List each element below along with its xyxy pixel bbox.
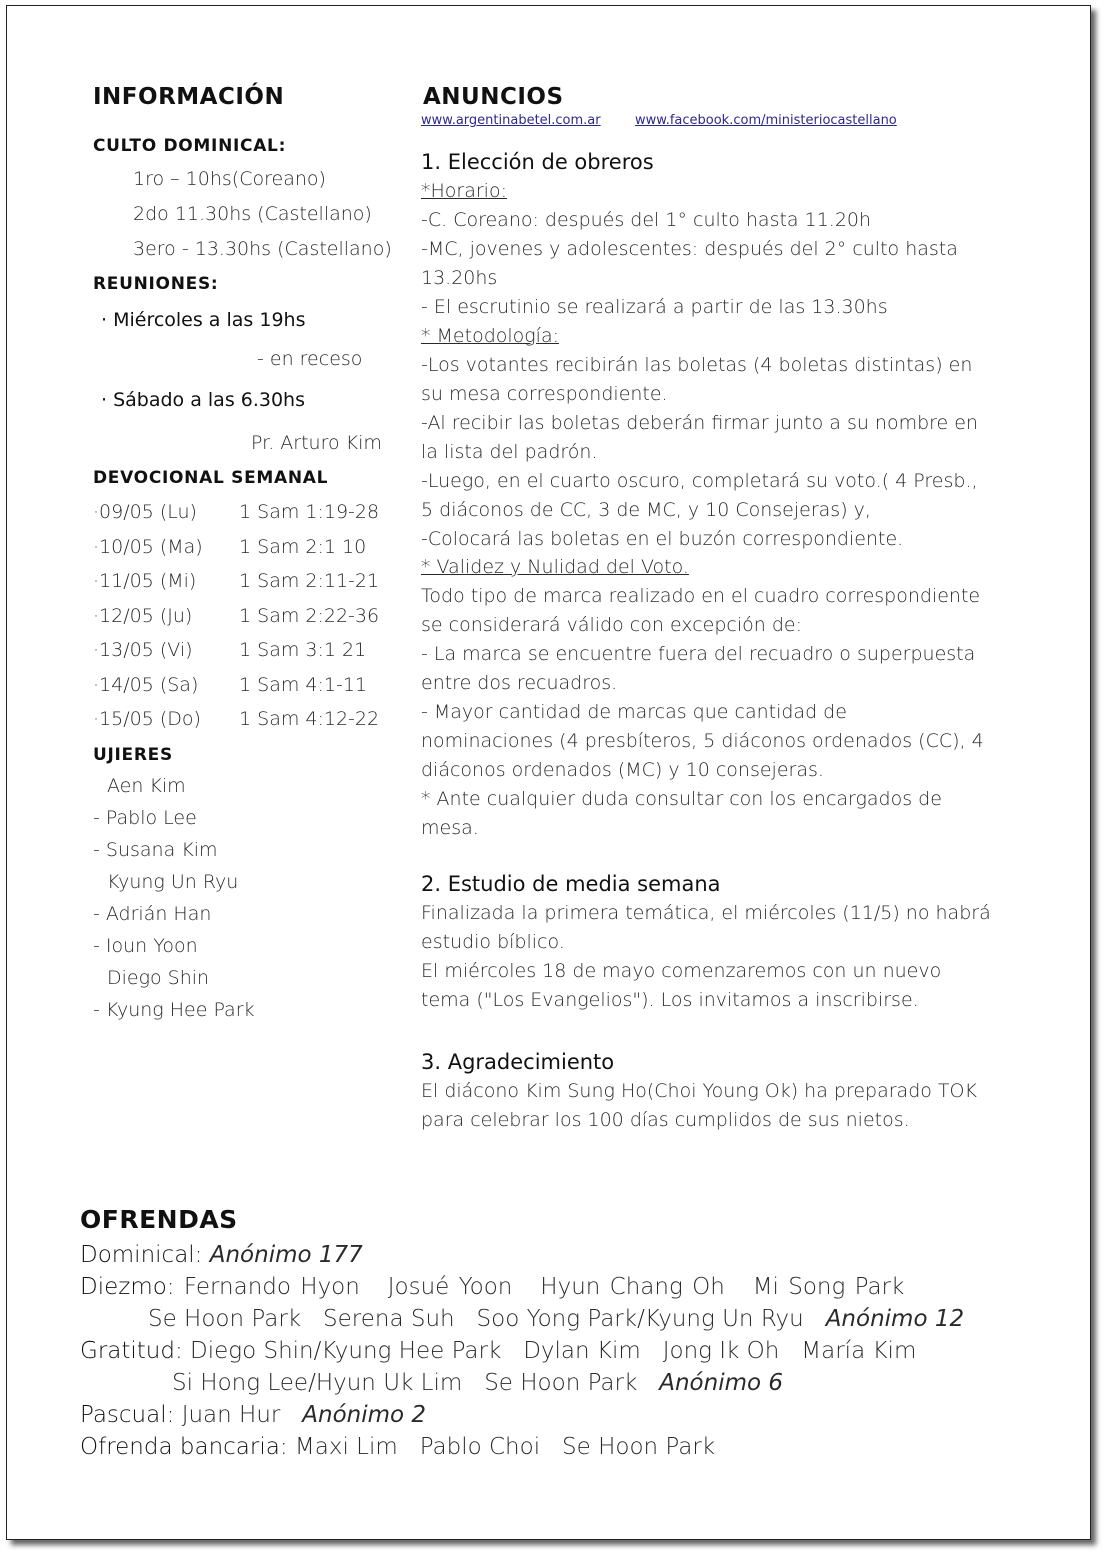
devocional-passage: 1 Sam 2:1 10 bbox=[239, 536, 367, 558]
paragraph-line: entre dos recuadros. bbox=[421, 672, 618, 694]
reunion-miercoles-note: - en receso bbox=[257, 348, 363, 370]
devocional-date: ·12/05 (Ju) bbox=[93, 605, 193, 627]
culto-title: CULTO DOMINICAL: bbox=[93, 136, 287, 156]
devocional-passage: 1 Sam 4:12-22 bbox=[239, 708, 380, 730]
paragraph-line: -Los votantes recibirán las boletas (4 boletas distintas) en bbox=[421, 354, 973, 376]
paragraph-line: diáconos ordenados (MC) y 10 consejeras. bbox=[421, 759, 824, 781]
paragraph-line: * Ante cualquier duda consultar con los encargados de bbox=[421, 788, 942, 810]
paragraph-line: Todo tipo de marca realizado en el cuadro correspondiente bbox=[421, 585, 981, 607]
section-1-title: 1. Elección de obreros bbox=[421, 150, 654, 174]
ujier-name: Diego Shin bbox=[107, 967, 210, 989]
devocional-passage: 1 Sam 1:19-28 bbox=[239, 501, 380, 523]
paragraph-line: mesa. bbox=[421, 817, 479, 839]
paragraph-line: - La marca se encuentre fuera del recuadro o superpuesta bbox=[421, 643, 976, 665]
validez-label: * Validez y Nulidad del Voto. bbox=[421, 556, 689, 578]
ofrenda-diezmo-cont bbox=[148, 1306, 964, 1332]
diezmo-label: Diezmo: bbox=[80, 1274, 175, 1300]
ujier-name: - Adrián Han bbox=[93, 903, 212, 925]
paragraph-line: El diácono Kim Sung Ho(Choi Young Ok) ha preparado TOK bbox=[421, 1080, 977, 1102]
reuniones-title: REUNIONES: bbox=[93, 274, 219, 294]
facebook-link[interactable]: www.facebook.com/ministeriocastellano bbox=[635, 113, 897, 128]
devocional-passage: 1 Sam 3:1 21 bbox=[239, 639, 367, 661]
ujieres-title: UJIERES bbox=[93, 745, 173, 765]
horario-label: *Horario: bbox=[421, 180, 507, 202]
culto-item: 3ero - 13.30hs (Castellano) bbox=[133, 238, 392, 260]
ujier-name: - Ioun Yoon bbox=[93, 935, 198, 957]
paragraph-line: 5 diáconos de CC, 3 de MC, y 10 Consejeras) y, bbox=[421, 499, 871, 521]
reunion-sabado: · Sábado a las 6.30hs bbox=[101, 389, 305, 411]
ujier-name: Kyung Un Ryu bbox=[107, 871, 239, 893]
devocional-date: ·14/05 (Sa) bbox=[93, 674, 199, 696]
paragraph-line: -Luego, en el cuarto oscuro, completará su voto.( 4 Presb., bbox=[421, 470, 978, 492]
paragraph-line: la lista del padrón. bbox=[421, 441, 598, 463]
gratitud-anon: Anónimo 6 bbox=[659, 1370, 784, 1396]
devocional-date: ·15/05 (Do) bbox=[93, 708, 201, 730]
paragraph-line: Finalizada la primera temática, el miércoles (11/5) no habrá bbox=[421, 902, 991, 924]
devocional-passage: 1 Sam 2:11-21 bbox=[239, 570, 380, 592]
gratitud-names: Diego Shin/Kyung Hee Park Dylan Kim Jong Ik Oh María Kim bbox=[190, 1338, 917, 1364]
paragraph-line: 13.20hs bbox=[421, 267, 498, 289]
ofrendas-title: OFRENDAS bbox=[80, 1205, 238, 1234]
pascual-label: Pascual: bbox=[80, 1402, 175, 1428]
reunion-miercoles: · Miércoles a las 19hs bbox=[101, 309, 306, 331]
devocional-date: ·09/05 (Lu) bbox=[93, 501, 197, 523]
ujier-name: - Kyung Hee Park bbox=[93, 999, 255, 1021]
ujier-name: Aen Kim bbox=[107, 775, 186, 797]
info-title: INFORMACIÓN bbox=[93, 84, 285, 110]
ofrenda-dominical bbox=[80, 1242, 363, 1268]
website-link[interactable]: www.argentinabetel.com.ar bbox=[421, 113, 601, 128]
devocional-date: ·10/05 (Ma) bbox=[93, 536, 203, 558]
ofrenda-gratitud bbox=[80, 1338, 916, 1364]
anuncios-title: ANUNCIOS bbox=[423, 84, 564, 110]
paragraph-line: -C. Coreano: después del 1° culto hasta 11.20h bbox=[421, 209, 872, 231]
ofrenda-diezmo bbox=[80, 1274, 904, 1300]
devocional-passage: 1 Sam 4:1-11 bbox=[239, 674, 367, 696]
document-page bbox=[6, 5, 1091, 1540]
bancaria-label: Ofrenda bancaria: bbox=[80, 1434, 288, 1460]
dominical-label: Dominical: bbox=[80, 1242, 203, 1268]
paragraph-line: tema ("Los Evangelios"). Los invitamos a inscribirse. bbox=[421, 989, 919, 1011]
devocional-date: ·11/05 (Mi) bbox=[93, 570, 197, 592]
paragraph-line: estudio bíblico. bbox=[421, 931, 565, 953]
diezmo-names: Se Hoon Park Serena Suh Soo Yong Park/Kyung Un Ryu bbox=[148, 1306, 804, 1332]
paragraph-line: -Colocará las boletas en el buzón correspondiente. bbox=[421, 528, 904, 550]
ujier-name: - Pablo Lee bbox=[93, 807, 197, 829]
ujier-name: - Susana Kim bbox=[93, 839, 218, 861]
diezmo-anon: Anónimo 12 bbox=[825, 1306, 965, 1332]
paragraph-line: nominaciones (4 presbíteros, 5 diáconos ordenados (CC), 4 bbox=[421, 730, 984, 752]
culto-item: 2do 11.30hs (Castellano) bbox=[133, 203, 372, 225]
ofrenda-bancaria bbox=[80, 1434, 715, 1460]
dominical-anon: Anónimo 177 bbox=[209, 1242, 363, 1268]
paragraph-line: se considerará válido con excepción de: bbox=[421, 614, 802, 636]
paragraph-line: para celebrar los 100 días cumplidos de sus nietos. bbox=[421, 1109, 910, 1131]
diezmo-names: Fernando Hyon Josué Yoon Hyun Chang Oh Mi Song Park bbox=[183, 1274, 905, 1300]
paragraph-line: El miércoles 18 de mayo comenzaremos con un nuevo bbox=[421, 960, 942, 982]
devocional-date: ·13/05 (Vi) bbox=[93, 639, 193, 661]
reunion-sabado-note: Pr. Arturo Kim bbox=[251, 432, 382, 454]
ofrenda-gratitud-cont bbox=[172, 1370, 783, 1396]
devocional-passage: 1 Sam 2:22-36 bbox=[239, 605, 380, 627]
metodologia-label: * Metodología: bbox=[421, 325, 560, 347]
pascual-names: Juan Hur bbox=[181, 1402, 281, 1428]
bancaria-names: Maxi Lim Pablo Choi Se Hoon Park bbox=[294, 1434, 716, 1460]
paragraph-line: su mesa correspondiente. bbox=[421, 383, 668, 405]
section-3-title: 3. Agradecimiento bbox=[421, 1050, 615, 1074]
pascual-anon: Anónimo 2 bbox=[302, 1402, 427, 1428]
gratitud-names: Si Hong Lee/Hyun Uk Lim Se Hoon Park bbox=[172, 1370, 638, 1396]
paragraph-line: -Al recibir las boletas deberán firmar junto a su nombre en bbox=[421, 412, 979, 434]
paragraph-line: -MC, jovenes y adolescentes: después del 2° culto hasta bbox=[421, 238, 958, 260]
culto-item: 1ro – 10hs(Coreano) bbox=[133, 168, 326, 190]
devocional-title: DEVOCIONAL SEMANAL bbox=[93, 468, 329, 488]
paragraph-line: - Mayor cantidad de marcas que cantidad de bbox=[421, 701, 847, 723]
section-2-title: 2. Estudio de media semana bbox=[421, 872, 721, 896]
ofrenda-pascual bbox=[80, 1402, 426, 1428]
paragraph-line: - El escrutinio se realizará a partir de las 13.30hs bbox=[421, 296, 888, 318]
gratitud-label: Gratitud: bbox=[80, 1338, 183, 1364]
